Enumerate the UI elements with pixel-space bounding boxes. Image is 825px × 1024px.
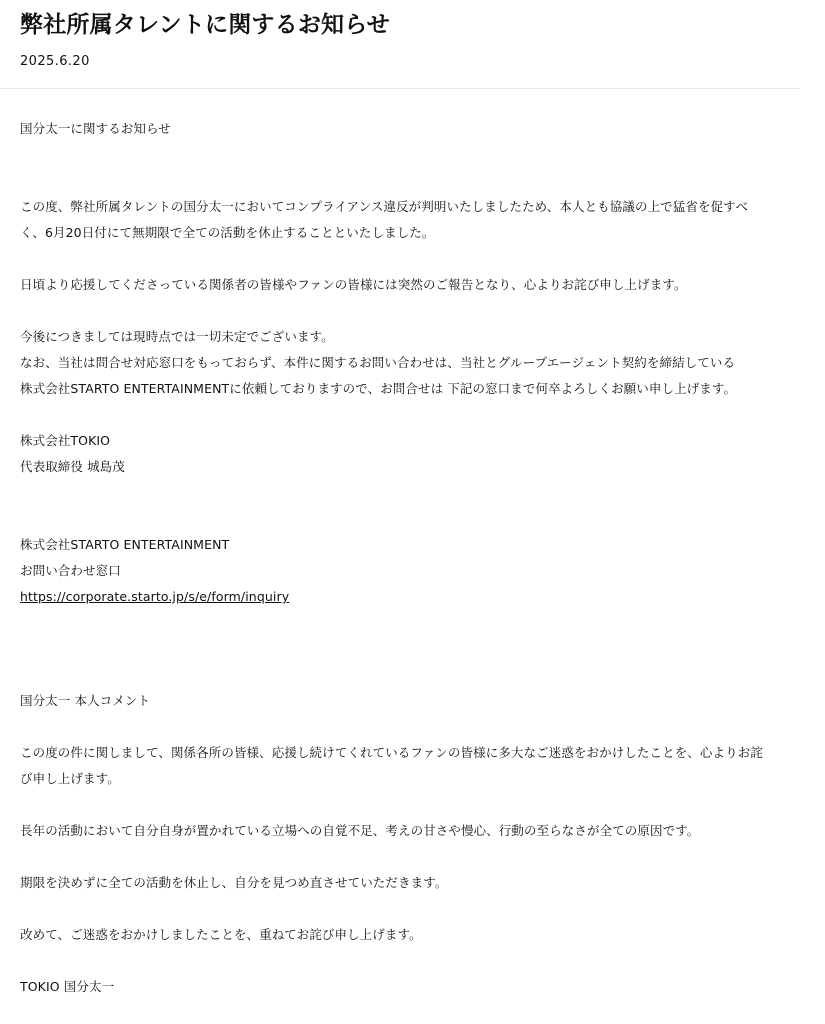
notice-paragraph-3-line-1: 今後につきましては現時点では一切未定でございます。 (20, 329, 334, 344)
notice-paragraph-1-line-2: く、6月20日付にて無期限で全ての活動を休止することといたしました。 (20, 225, 435, 240)
notice-paragraph-3-line-2: なお、当社は問合せ対応窓口をもっておらず、本件に関するお問い合わせは、当社とグループエージェント契約を締結している (20, 355, 736, 370)
spacer (20, 610, 800, 688)
spacer (20, 142, 800, 194)
comment-heading: 国分太一 本人コメント (20, 693, 151, 708)
inquiry-link[interactable]: https://corporate.starto.jp/s/e/form/inquiry (20, 589, 290, 604)
notice-heading: 国分太一に関するお知らせ (20, 121, 171, 136)
spacer (20, 402, 800, 428)
comment-paragraph-4: 改めて、ご迷惑をおかけしましたことを、重ねてお詫び申し上げます。 (20, 927, 422, 942)
page-title: 弊社所属タレントに関するお知らせ (20, 12, 390, 38)
spacer (20, 948, 800, 974)
comment-paragraph-2: 長年の活動において自分自身が置かれている立場への自覚不足、考えの甘さや慢心、行動の至らなさが全ての原因です。 (20, 823, 700, 838)
spacer (20, 844, 800, 870)
contact-company: 株式会社STARTO ENTERTAINMENT (20, 537, 230, 552)
article-header (0, 0, 825, 88)
article-body (0, 89, 800, 1000)
spacer (20, 246, 800, 272)
contact-link-row (20, 584, 800, 610)
notice-paragraph-3-line-3: 株式会社STARTO ENTERTAINMENTに依頼しておりますので、お問合せは 下記の窓口まで何卒よろしくお願い申し上げます。 (20, 381, 737, 396)
comment-signature: TOKIO 国分太一 (20, 979, 115, 994)
comment-paragraph-1-line-1: この度の件に関しまして、関係各所の皆様、応援し続けてくれているファンの皆様に多大なご迷惑をおかけしたことを、心よりお詫 (20, 745, 763, 760)
notice-paragraph-1-line-1: この度、弊社所属タレントの国分太一においてコンプライアンス違反が判明いたしましたため、本人とも協議の上で猛省を促すべ (20, 199, 749, 214)
spacer (20, 298, 800, 324)
comment-paragraph-1-line-2: び申し上げます。 (20, 771, 120, 786)
spacer (20, 480, 800, 532)
spacer (20, 896, 800, 922)
publish-date: 2025.6.20 (20, 54, 90, 69)
notice-paragraph-2: 日頃より応援してくださっている関係者の皆様やファンの皆様には突然のご報告となり、心よりお詫び申し上げます。 (20, 277, 687, 292)
spacer (20, 89, 800, 116)
spacer (20, 714, 800, 740)
company-name: 株式会社TOKIO (20, 433, 111, 448)
contact-label: お問い合わせ窓口 (20, 563, 121, 578)
representative-name: 代表取締役 城島茂 (20, 459, 125, 474)
spacer (20, 792, 800, 818)
comment-paragraph-3: 期限を決めずに全ての活動を休止し、自分を見つめ直させていただきます。 (20, 875, 448, 890)
